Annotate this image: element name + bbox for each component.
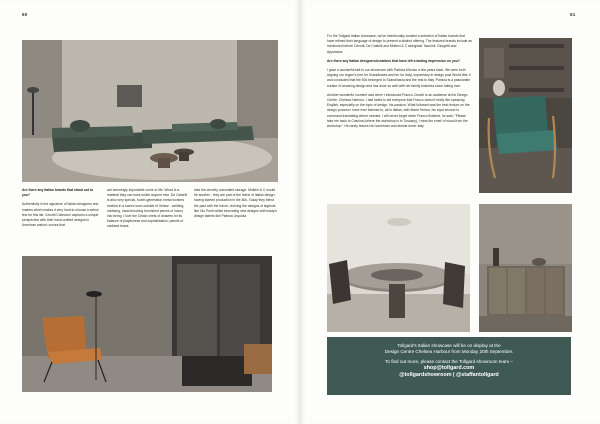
lounge-chair-photo [22,256,272,392]
paragraph: Another wonderful moment was when I introduced Franco Cecotti to an audience at the Design Centre, Chelsea Harbour. I had failed to tell everyone that Franco doesn't really like speaking English, especially on the topic of design, his passion. What followed was the best lecture on the design process I have ever listened to, all in Italian, with Maria Teresa, his loyal second in command translating where needed. I will never forget when Franco finished, he said, "Please take me back to Cascina (where the workshop is in Tuscany), I miss the smell of wood from the workshop". He rarely leaves his hometown and almost never Italy. [327,92,470,129]
banner-socials[interactable]: @tollgardshowroom | @staffantollgard [399,371,499,378]
banner-line-1: Tollgard's Italian showcase will be on display at the [397,343,501,348]
dining-table-photo [327,204,470,332]
left-column-3 [194,188,278,223]
question-italian-brands: Are there any Italian brands that stand out to you? [22,188,94,198]
cabinet-photo [479,204,572,332]
banner-email[interactable]: shop@tollgard.com [423,365,475,372]
left-column-2 [107,188,189,234]
green-armchair-photo [479,38,572,193]
banner-line-2: Design Centre Chelsea Harbour from Monday 20th September. [384,349,514,355]
question-italian-designers: Are there any Italian designers/creatives that have left a lasting impression on you? [327,58,460,63]
living-room-photo [22,40,278,182]
page-number-right: 61 [570,12,576,17]
paragraph: I gave a wonderful talk in our showroom with Patricia Moroso a few years back. We were both arguing our region's (me for Scandinavia and her for Italy) supremacy in design post World War II and concluded that the 50s belonged to Scandinavia and the rest to Italy. Patricia is a passionate curator of amazing design and has done so well with her family business since taking over. [327,68,471,88]
right-column [327,34,472,133]
paragraph: are seemingly impossible come to life. Wood is a material they can work unlike anyone else. De Castelli is also very special, fourth-generation metal workers nestled in a scenic town outside of Venice - welding, oxidising, hand-brushing burnished pieces of luxury into being. I love the Celato chest of drawers for its balance of playfulness and sophistication; panels of oxidised brass [107,188,188,229]
showcase-banner [327,337,571,395]
intro-paragraph: For the Tollgard Italian showcase, we've intentionally curated a selection of Italian brands that have refined their language of design to present a distinct offering. The featured brands include as mentioned before Cecotti, De Castelli and Molteni & C alongside Tacchini, Giorgetti and Apparatus. [327,34,472,54]
paragraph: clad the cleverly concealed storage. Molteni & C would be another - they are part of the fabric of Italian design having started production in the 80s. Today they blend the past with the future, reviving the designs of legends like Gio Ponti whilst innovating new designs with today's design talents like Patricia Urquiola. [194,188,277,219]
banner-line-3: To find out more, please contact the Tollgard showroom team – [385,358,513,364]
left-column-1 [22,188,100,232]
paragraph: Authenticity is the signature of Italian designers and makers which makes it very hard to choose a select few for this list. Cecotti Collezioni captures a unique perspective with their hand-crafted designs in American walnut; curves that [22,202,99,228]
page-number-left: 60 [22,12,28,17]
